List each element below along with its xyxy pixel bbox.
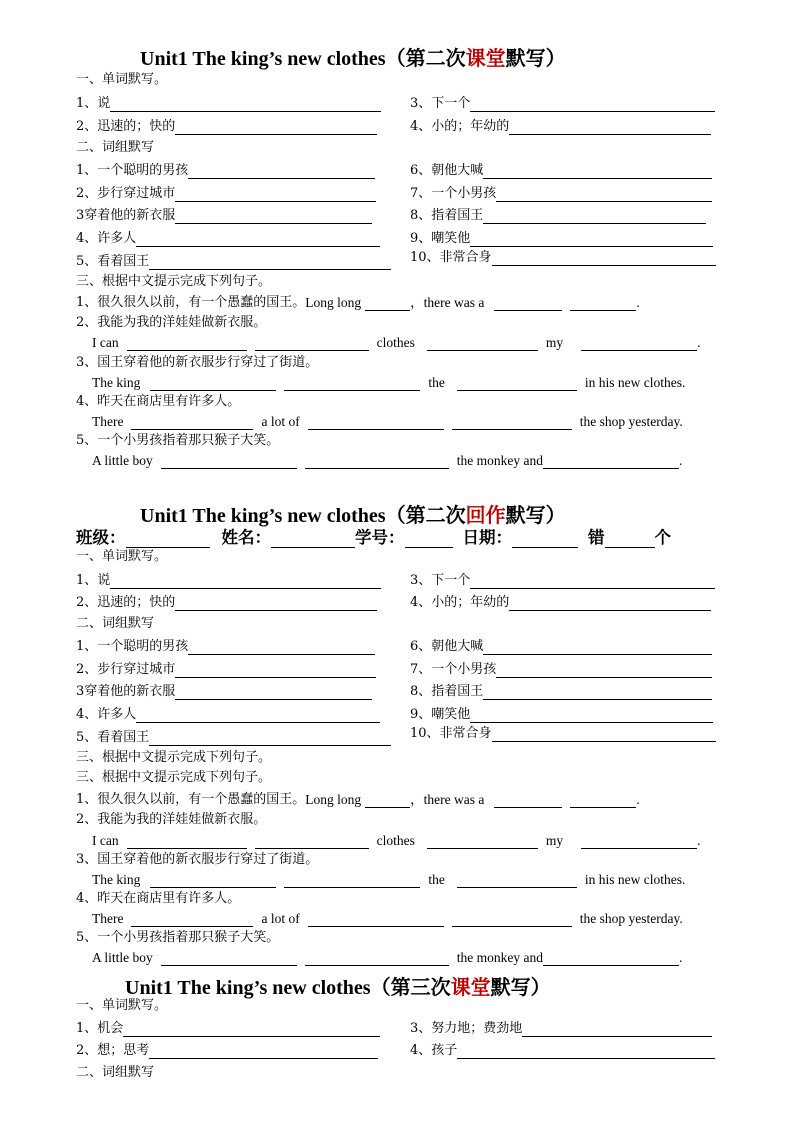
s1-sentence-4-cn: 4、昨天在商店里有许多人。 [76, 394, 241, 409]
answer-blank[interactable] [365, 794, 410, 808]
s2-sentences-heading-repeat: 三、根据中文提示完成下列句子。 [76, 770, 272, 785]
answer-blank[interactable] [150, 874, 276, 888]
s1-phrase-5: 5、看着国王 [76, 254, 391, 270]
answer-blank[interactable] [509, 597, 711, 611]
answer-blank[interactable] [570, 297, 636, 311]
s1-sentence-5-cn: 5、一个小男孩指着那只猴子大笑。 [76, 433, 280, 448]
answer-blank[interactable] [131, 913, 253, 927]
answer-blank[interactable] [255, 835, 369, 849]
answer-blank[interactable] [284, 874, 420, 888]
s2-sentence-2-en: I can clothes my . [92, 833, 701, 848]
s1-word-4: 4、小的；年幼的 [410, 119, 711, 135]
answer-blank[interactable] [457, 377, 577, 391]
s1-phrase-8: 8、指着国王 [410, 208, 706, 224]
s2-phrase-5: 5、看着国王 [76, 730, 391, 746]
answer-blank[interactable] [483, 641, 712, 655]
answer-blank[interactable] [494, 297, 562, 311]
answer-blank[interactable] [175, 188, 376, 202]
s1-sentence-2-cn: 2、我能为我的洋娃娃做新衣服。 [76, 315, 267, 330]
s2-sentence-2-cn: 2、我能为我的洋娃娃做新衣服。 [76, 812, 267, 827]
s1-phrase-7: 7、一个小男孩 [410, 186, 712, 202]
s2-phrase-9: 9、嘲笑他 [410, 707, 713, 723]
answer-blank[interactable] [308, 913, 444, 927]
s2-sentence-4-en: There a lot of the shop yesterday. [92, 911, 683, 926]
s1-sentence-2-en: I can clothes my . [92, 335, 701, 350]
s2-phrase-6: 6、朝他大喊 [410, 639, 712, 655]
answer-blank[interactable] [305, 952, 449, 966]
answer-blank[interactable] [150, 377, 276, 391]
answer-blank[interactable] [161, 455, 297, 469]
s1-phrase-2: 2、步行穿过城市 [76, 186, 376, 202]
mistakes-field[interactable] [605, 531, 655, 548]
s3-word-1: 1、机会 [76, 1021, 380, 1037]
answer-blank[interactable] [255, 337, 369, 351]
section-3-title: Unit1 The king’s new clothes（第三次课堂默写） [125, 977, 551, 999]
answer-blank[interactable] [136, 709, 380, 723]
s2-word-2: 2、迅速的；快的 [76, 595, 377, 611]
s2-phrase-8: 8、指着国王 [410, 684, 712, 700]
answer-blank[interactable] [492, 252, 716, 266]
answer-blank[interactable] [470, 709, 713, 723]
s2-phrase-3: 3穿着他的新衣服 [76, 684, 372, 700]
answer-blank[interactable] [175, 597, 377, 611]
answer-blank[interactable] [470, 98, 715, 112]
answer-blank[interactable] [110, 575, 381, 589]
s2-sentence-3-cn: 3、国王穿着他的新衣服步行穿过了街道。 [76, 852, 319, 867]
s2-sentence-5-cn: 5、一个小男孩指着那只猴子大笑。 [76, 930, 280, 945]
s1-phrase-1: 1、一个聪明的男孩 [76, 163, 375, 179]
answer-blank[interactable] [149, 732, 391, 746]
answer-blank[interactable] [175, 210, 372, 224]
answer-blank[interactable] [457, 1045, 715, 1059]
s2-sentences-heading: 三、根据中文提示完成下列句子。 [76, 750, 272, 765]
answer-blank[interactable] [483, 165, 712, 179]
s2-word-3: 3、下一个 [410, 573, 715, 589]
answer-blank[interactable] [452, 416, 572, 430]
s1-phrase-3: 3穿着他的新衣服 [76, 208, 372, 224]
s3-word-3: 3、努力地；费劲地 [410, 1021, 712, 1037]
answer-blank[interactable] [365, 297, 410, 311]
answer-blank[interactable] [581, 835, 697, 849]
answer-blank[interactable] [175, 121, 377, 135]
answer-blank[interactable] [483, 210, 706, 224]
s2-phrase-7: 7、一个小男孩 [410, 662, 712, 678]
answer-blank[interactable] [496, 664, 712, 678]
s2-phrase-2: 2、步行穿过城市 [76, 662, 376, 678]
s1-sentences-heading: 三、根据中文提示完成下列句子。 [76, 274, 272, 289]
name-field[interactable] [271, 531, 355, 548]
answer-blank[interactable] [131, 416, 253, 430]
answer-blank[interactable] [110, 98, 381, 112]
s1-word-1: 1、说 [76, 96, 381, 112]
answer-blank[interactable] [494, 794, 562, 808]
answer-blank[interactable] [452, 913, 572, 927]
s2-phrase-1: 1、一个聪明的男孩 [76, 639, 375, 655]
s2-word-4: 4、小的；年幼的 [410, 595, 711, 611]
s2-phrases-heading: 二、词组默写 [76, 616, 155, 631]
s1-phrase-9: 9、嘲笑他 [410, 231, 713, 247]
answer-blank[interactable] [284, 377, 420, 391]
answer-blank[interactable] [470, 233, 713, 247]
answer-blank[interactable] [175, 664, 376, 678]
answer-blank[interactable] [492, 728, 716, 742]
answer-blank[interactable] [175, 686, 372, 700]
s3-word-4: 4、孩子 [410, 1043, 715, 1059]
answer-blank[interactable] [496, 188, 712, 202]
answer-blank[interactable] [161, 952, 297, 966]
answer-blank[interactable] [136, 233, 380, 247]
answer-blank[interactable] [127, 337, 247, 351]
answer-blank[interactable] [123, 1023, 380, 1037]
s1-phrase-6: 6、朝他大喊 [410, 163, 712, 179]
answer-blank[interactable] [308, 416, 444, 430]
s2-word-1: 1、说 [76, 573, 381, 589]
answer-blank[interactable] [470, 575, 715, 589]
s1-phrases-heading: 二、词组默写 [76, 140, 155, 155]
section-2-title: Unit1 The king’s new clothes（第二次回作默写） [140, 505, 566, 527]
s1-sentence-3-en: The king the in his new clothes. [92, 375, 686, 390]
s3-words-heading: 一、单词默写。 [76, 998, 168, 1013]
answer-blank[interactable] [188, 641, 375, 655]
s2-phrase-10: 10、非常合身 [410, 726, 716, 742]
answer-blank[interactable] [149, 256, 391, 270]
s1-phrase-4: 4、许多人 [76, 231, 380, 247]
s1-phrase-10: 10、非常合身 [410, 250, 716, 266]
date-field[interactable] [512, 531, 578, 548]
s3-phrases-heading: 二、词组默写 [76, 1065, 155, 1080]
answer-blank[interactable] [427, 835, 538, 849]
student-number-field[interactable] [405, 531, 453, 548]
answer-blank[interactable] [149, 1045, 378, 1059]
answer-blank[interactable] [305, 455, 449, 469]
student-info-row: 班级： 姓名： 学号： 日期： 错 个 [76, 528, 671, 547]
answer-blank[interactable] [543, 455, 679, 469]
s2-phrase-4: 4、许多人 [76, 707, 380, 723]
s1-words-heading: 一、单词默写。 [76, 72, 168, 87]
s2-sentence-5-en: A little boy the monkey and . [92, 950, 683, 965]
answer-blank[interactable] [570, 794, 636, 808]
s2-sentence-3-en: The king the in his new clothes. [92, 872, 686, 887]
s1-word-2: 2、迅速的；快的 [76, 119, 377, 135]
section-1-title: Unit1 The king’s new clothes（第二次课堂默写） [140, 48, 566, 70]
answer-blank[interactable] [188, 165, 375, 179]
answer-blank[interactable] [581, 337, 697, 351]
answer-blank[interactable] [522, 1023, 712, 1037]
answer-blank[interactable] [457, 874, 577, 888]
answer-blank[interactable] [483, 686, 712, 700]
s1-sentence-4-en: There a lot of the shop yesterday. [92, 414, 683, 429]
s2-sentence-4-cn: 4、昨天在商店里有许多人。 [76, 891, 241, 906]
answer-blank[interactable] [427, 337, 538, 351]
s3-word-2: 2、想；思考 [76, 1043, 378, 1059]
class-field[interactable] [126, 531, 210, 548]
s1-sentence-1: 1、很久很久以前，有一个愚蠢的国王。 Long long ，there was a . [76, 295, 640, 310]
s1-sentence-5-en: A little boy the monkey and . [92, 453, 683, 468]
s1-sentence-3-cn: 3、国王穿着他的新衣服步行穿过了街道。 [76, 355, 319, 370]
answer-blank[interactable] [509, 121, 711, 135]
answer-blank[interactable] [127, 835, 247, 849]
s2-words-heading: 一、单词默写。 [76, 549, 168, 564]
s2-sentence-1: 1、很久很久以前，有一个愚蠢的国王。 Long long ，there was a . [76, 792, 640, 807]
s1-word-3: 3、下一个 [410, 96, 715, 112]
answer-blank[interactable] [543, 952, 679, 966]
